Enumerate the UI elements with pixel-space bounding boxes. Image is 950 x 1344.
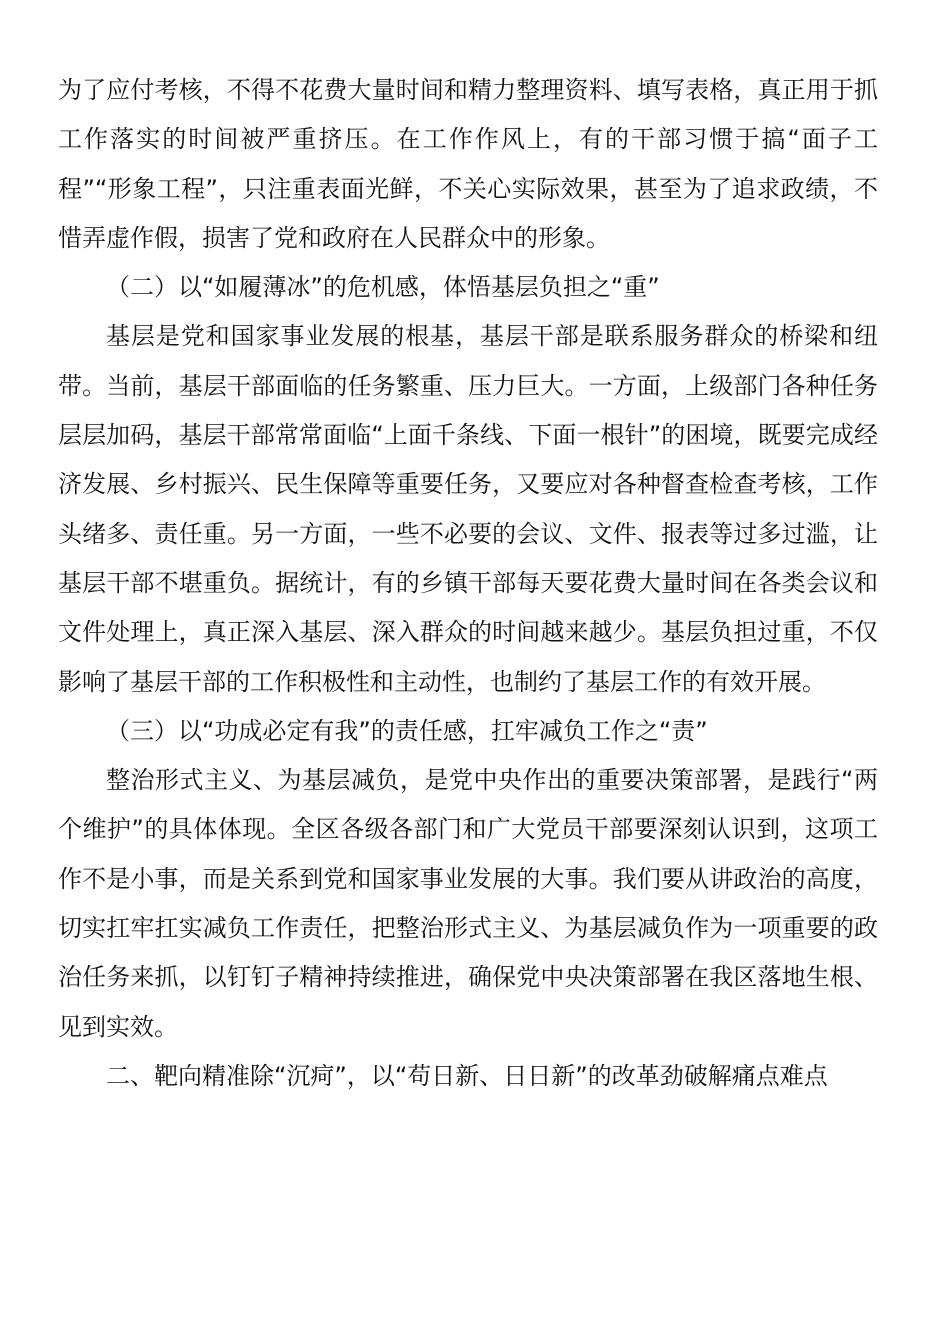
section-heading-two: 二、靶向精准除“沉疴”，以“苟日新、日日新”的改革劲破解痛点难点 [106, 1061, 828, 1090]
body-paragraph-continuation: 为了应付考核，不得不花费大量时间和精力整理资料、填写表格，真正用于抓工作落实的时间被严重挤压。在工作作风上，有的干部习惯于搞“面子工程”“形象工程”，只注重表面光鲜，不关心实际效果，甚至为了追求政绩，不惜弄虚作假，损害了党和政府在人民群众中的形象。 [58, 76, 878, 252]
body-paragraph-responsibility: 整治形式主义、为基层减负，是党中央作出的重要决策部署，是践行“两个维护”的具体体现。全区各级各部门和广大党员干部要深刻认识到，这项工作不是小事，而是关系到党和国家事业发展的大事。我们要从讲政治的高度，切实扛牢扛实减负工作责任，把整治形式主义、为基层减负作为一项重要的政治任务来抓，以钉钉子精神持续推进，确保党中央决策部署在我区落地生根、见到实效。 [58, 766, 878, 1041]
subheading-section-3: （三）以“功成必定有我”的责任感，扛牢减负工作之“责” [106, 716, 708, 745]
body-paragraph-grassroots-burden: 基层是党和国家事业发展的根基，基层干部是联系服务群众的桥梁和纽带。当前，基层干部面临的任务繁重、压力巨大。一方面，上级部门各种任务层层加码，基层干部常常面临“上面千条线、下面一根针”的困境，既要完成经济发展、乡村振兴、民生保障等重要任务，又要应对各种督查检查考核，工作头绪多、责任重。另一方面，一些不必要的会议、文件、报表等过多过滥，让基层干部不堪重负。据统计，有的乡镇干部每天要花费大量时间在各类会议和文件处理上，真正深入基层、深入群众的时间越来越少。基层负担过重，不仅影响了基层干部的工作积极性和主动性，也制约了基层工作的有效开展。 [58, 322, 878, 696]
subheading-section-2: （二）以“如履薄冰”的危机感，体悟基层负担之“重” [106, 273, 660, 302]
document-page [58, 66, 878, 1101]
